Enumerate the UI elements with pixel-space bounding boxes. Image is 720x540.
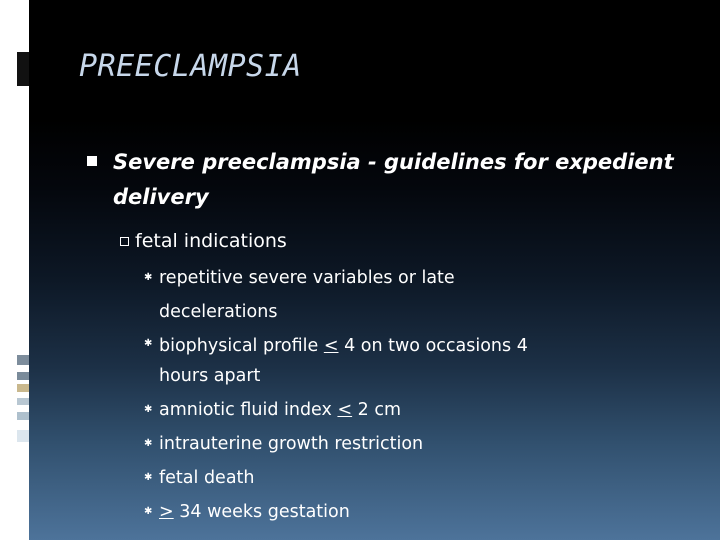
level2-bullet-item bbox=[83, 227, 683, 255]
decor-block bbox=[17, 52, 29, 86]
list-item: ✱ biophysical profile < 4 on two occasions 4 hours apart bbox=[83, 329, 559, 393]
slide-title: PREECLAMPSIA bbox=[79, 49, 302, 84]
decor-block bbox=[17, 398, 29, 405]
list-item: ✱ > 34 weeks gestation bbox=[83, 495, 559, 529]
decor-block bbox=[17, 430, 29, 442]
heading-text: Severe preeclampsia - guidelines for expedient delivery bbox=[113, 150, 674, 209]
decor-block bbox=[17, 384, 29, 392]
asterisk-icon: ✱ bbox=[144, 438, 153, 449]
list-item: ✱ fetal death bbox=[83, 461, 559, 495]
slide-content bbox=[83, 145, 683, 529]
decor-block bbox=[17, 412, 29, 420]
list-item: ✱ intrauterine growth restriction bbox=[83, 427, 559, 461]
slide bbox=[29, 0, 720, 540]
decor-block bbox=[17, 372, 29, 380]
asterisk-icon: ✱ bbox=[144, 506, 153, 517]
list-item: ✱ amniotic fluid index < 2 cm bbox=[83, 393, 559, 427]
hollow-square-icon bbox=[120, 237, 129, 246]
left-decor-strip bbox=[0, 0, 29, 540]
decor-block bbox=[17, 355, 29, 365]
level1-bullet-item bbox=[83, 145, 683, 215]
asterisk-icon: ✱ bbox=[144, 338, 153, 349]
asterisk-icon: ✱ bbox=[144, 472, 153, 483]
asterisk-icon: ✱ bbox=[144, 404, 153, 415]
fetal-indications-list bbox=[83, 261, 683, 529]
filled-square-icon bbox=[87, 156, 97, 166]
list-item: ✱ repetitive severe variables or late decelerations bbox=[83, 261, 559, 329]
asterisk-icon: ✱ bbox=[144, 272, 153, 283]
subheading-text: fetal indications bbox=[135, 230, 287, 252]
